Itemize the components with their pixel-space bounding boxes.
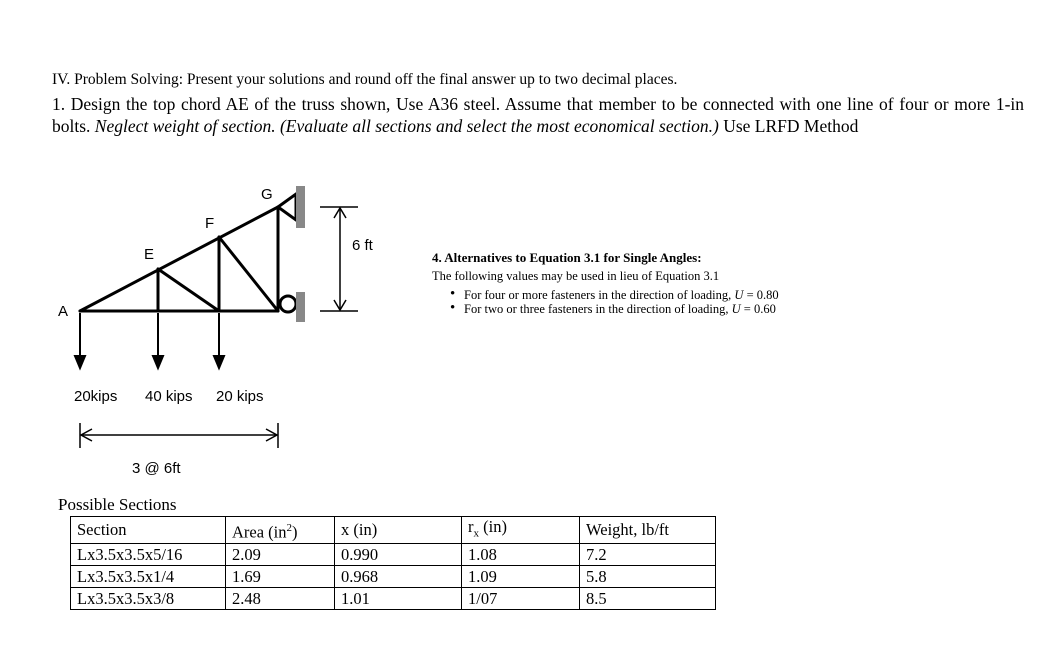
alternatives-title: 4. Alternatives to Equation 3.1 for Single Angles: xyxy=(432,250,702,265)
cell-section: Lx3.5x3.5x5/16 xyxy=(71,544,226,566)
alt-item-var: U xyxy=(731,302,741,316)
span-label: 3 @ 6ft xyxy=(132,460,181,477)
list-item xyxy=(450,302,1047,316)
problem-italic-note: Neglect weight of section. (Evaluate all sections and select the most economical section.) xyxy=(94,116,719,136)
header-x: x (in) xyxy=(335,517,462,544)
load-arrow-f xyxy=(214,356,224,368)
cell-rx: 1/07 xyxy=(462,588,580,610)
truss-diagram xyxy=(0,180,380,480)
load-label-2: 40 kips xyxy=(145,388,193,405)
member-diagonal-fg xyxy=(219,237,278,311)
alternatives-list xyxy=(432,288,1047,316)
node-label-f: F xyxy=(205,215,215,232)
problem-number: 1. xyxy=(52,94,66,114)
alt-item-text: For four or more fasteners in the direction of loading, xyxy=(464,288,732,302)
section-heading: IV. Problem Solving: Present your solutions and round off the final answer up to two decimal places. xyxy=(52,71,678,88)
problem-statement xyxy=(52,93,1024,137)
header-weight: Weight, lb/ft xyxy=(580,517,716,544)
alt-item-value: = 0.60 xyxy=(743,302,776,316)
cell-area: 2.48 xyxy=(226,588,335,610)
cell-weight: 5.8 xyxy=(580,566,716,588)
load-label-1: 20kips xyxy=(74,388,118,405)
cell-section: Lx3.5x3.5x3/8 xyxy=(71,588,226,610)
cell-weight: 7.2 xyxy=(580,544,716,566)
pin-support xyxy=(278,186,305,228)
cell-rx: 1.08 xyxy=(462,544,580,566)
table-header-row xyxy=(71,517,716,544)
list-item xyxy=(450,288,1047,302)
member-diagonal-ef xyxy=(158,269,219,311)
problem-text: Design the top chord AE of the truss shown, Use A36 steel. Assume that member to be connected with one line of four or more 1-in bolts. xyxy=(52,94,1025,136)
cell-area: 1.69 xyxy=(226,566,335,588)
alt-item-var: U xyxy=(734,288,744,302)
header-section: Section xyxy=(71,517,226,544)
alternatives-note xyxy=(432,250,1047,316)
span-dimension xyxy=(80,423,278,448)
load-arrow-e xyxy=(153,356,163,368)
table-row xyxy=(71,566,716,588)
node-label-a: A xyxy=(58,303,69,320)
sections-label: Possible Sections xyxy=(58,495,177,514)
load-label-3: 20 kips xyxy=(216,388,264,405)
alternatives-intro: The following values may be used in lieu of Equation 3.1 xyxy=(432,269,720,283)
cell-weight: 8.5 xyxy=(580,588,716,610)
table-row xyxy=(71,544,716,566)
roller-support xyxy=(280,292,305,322)
cell-section: Lx3.5x3.5x1/4 xyxy=(71,566,226,588)
header-area: Area $(in^2)$ xyxy=(226,517,335,544)
cell-x: 1.01 xyxy=(335,588,462,610)
load-arrows xyxy=(75,313,224,368)
table-row xyxy=(71,588,716,610)
alt-item-text: For two or three fasteners in the direction of loading, xyxy=(464,302,729,316)
cell-area: 2.09 xyxy=(226,544,335,566)
cell-x: 0.968 xyxy=(335,566,462,588)
problem-method: Use LRFD Method xyxy=(723,116,859,136)
alt-item-value: = 0.80 xyxy=(746,288,779,302)
load-arrow-a xyxy=(75,356,85,368)
cell-x: 0.990 xyxy=(335,544,462,566)
sections-table xyxy=(70,516,716,610)
node-label-g: G xyxy=(261,186,273,203)
cell-rx: 1.09 xyxy=(462,566,580,588)
node-label-e: E xyxy=(144,246,155,263)
height-label: 6 ft xyxy=(352,237,373,254)
height-dimension xyxy=(320,207,358,311)
top-chord xyxy=(80,207,278,311)
header-rx: $r_x$ (in) xyxy=(462,517,580,544)
